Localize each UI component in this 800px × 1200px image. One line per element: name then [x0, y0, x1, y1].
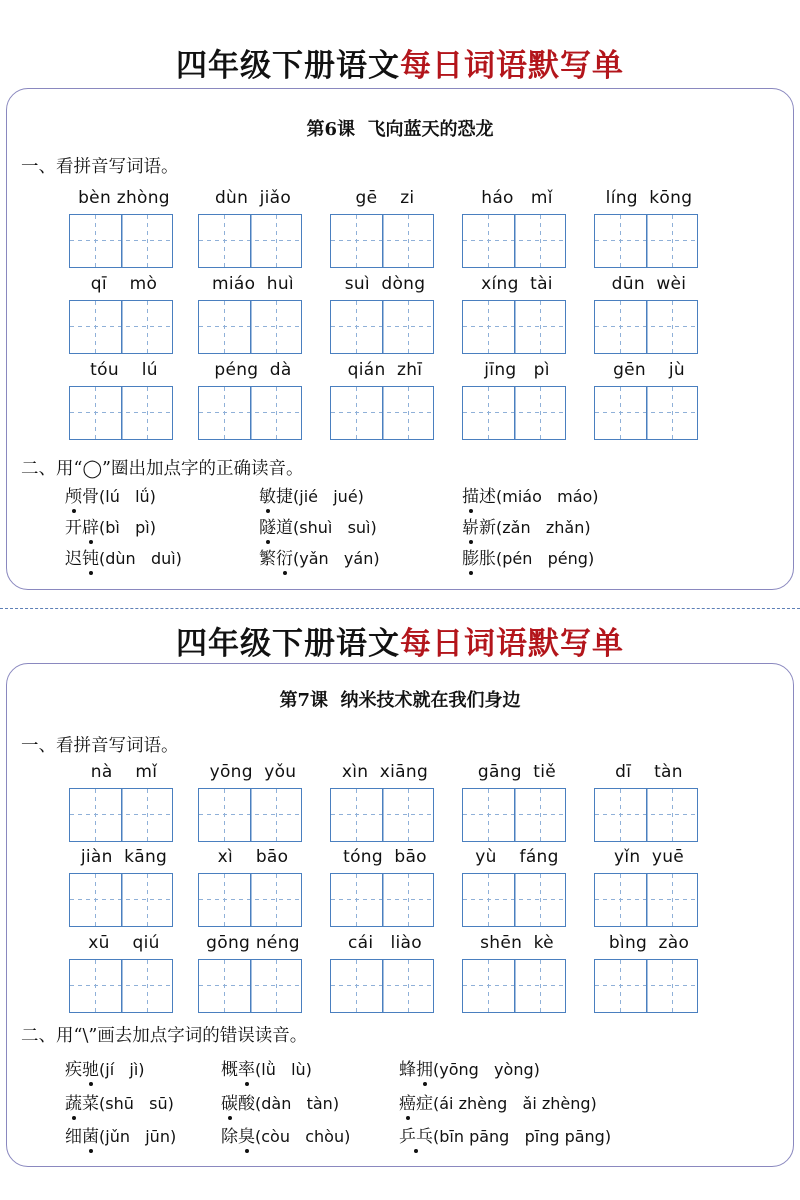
pinyin-cell [330, 187, 440, 269]
pronunciation-options[interactable]: (dùn duì) [99, 549, 182, 568]
lesson-title: 第7课 纳米技术就在我们身边 [279, 690, 521, 711]
pinyin-prompt: jīng pì [484, 360, 550, 380]
pronunciation-options[interactable]: (jié jué) [293, 487, 364, 506]
writing-grid[interactable] [594, 788, 698, 842]
cut-line-divider [0, 608, 800, 609]
pinyin-prompt: dùn jiǎo [214, 188, 292, 208]
pinyin-cell [69, 846, 179, 928]
pinyin-cell [330, 846, 440, 928]
writing-grid[interactable] [69, 788, 173, 842]
writing-grid[interactable] [462, 959, 566, 1013]
writing-grid[interactable] [594, 300, 698, 354]
writing-grid[interactable] [462, 214, 566, 268]
writing-grid[interactable] [69, 873, 173, 927]
dotted-character: 蔬 [65, 1094, 82, 1114]
pronunciation-item: 隧道(shuì suì) [259, 518, 377, 538]
dotted-character: 颅 [65, 487, 82, 507]
pronunciation-options[interactable]: (ái zhèng ǎi zhèng) [433, 1094, 597, 1113]
writing-grid[interactable] [330, 959, 434, 1013]
pinyin-cell [594, 846, 704, 928]
title-plain: 四年级下册语文 [176, 626, 400, 662]
pinyin-prompt: suì dòng [344, 274, 426, 294]
dotted-character: 描 [462, 487, 479, 507]
dotted-character: 衍 [276, 549, 293, 569]
pinyin-cell [330, 761, 440, 843]
dotted-character: 敏 [259, 487, 276, 507]
pronunciation-options[interactable]: (jí jì) [99, 1060, 145, 1079]
pinyin-cell [462, 273, 572, 355]
pronunciation-options[interactable]: (miáo máo) [496, 487, 599, 506]
pinyin-cell [198, 359, 308, 441]
pinyin-prompt: xì bāo [217, 847, 289, 867]
dotted-character: 膨 [462, 549, 479, 569]
writing-grid[interactable] [69, 959, 173, 1013]
pronunciation-item: 颅骨(lú lǘ) [65, 487, 156, 507]
writing-grid[interactable] [462, 788, 566, 842]
pinyin-cell [462, 187, 572, 269]
writing-grid[interactable] [594, 959, 698, 1013]
pinyin-cell [594, 273, 704, 355]
pinyin-prompt: gōng néng [206, 933, 300, 953]
pinyin-prompt: qián zhī [347, 360, 423, 380]
pinyin-prompt: xìn xiāng [341, 762, 429, 782]
writing-grid[interactable] [198, 788, 302, 842]
pronunciation-item: 碳酸(dàn tàn) [221, 1094, 340, 1114]
pronunciation-item: 概率(lǜ lù) [221, 1060, 312, 1080]
writing-grid[interactable] [198, 386, 302, 440]
pinyin-prompt: tóng bāo [343, 847, 427, 867]
dotted-character: 辟 [82, 518, 99, 538]
pinyin-cell [330, 273, 440, 355]
title-accent: 每日词语默写单 [400, 48, 624, 84]
pronunciation-options[interactable]: (lǜ lù) [255, 1060, 312, 1079]
pinyin-cell [198, 273, 308, 355]
pinyin-prompt: bèn zhòng [78, 188, 170, 208]
pinyin-cell [69, 187, 179, 269]
pinyin-prompt: cái liào [348, 933, 422, 953]
dotted-character: 菌 [82, 1127, 99, 1147]
writing-grid[interactable] [198, 873, 302, 927]
pronunciation-item: 膨胀(pén péng) [462, 549, 595, 569]
pinyin-prompt: gē zi [355, 188, 415, 208]
pinyin-cell [69, 932, 179, 1014]
pinyin-cell [462, 359, 572, 441]
pinyin-prompt: líng kōng [605, 188, 693, 208]
writing-grid[interactable] [330, 386, 434, 440]
page-title [0, 40, 800, 85]
section-2-heading: 二、用“\”画去加点字词的错误读音。 [21, 1026, 308, 1046]
writing-grid[interactable] [69, 386, 173, 440]
pronunciation-item: 崭新(zǎn zhǎn) [462, 518, 591, 538]
writing-grid[interactable] [198, 214, 302, 268]
writing-grid[interactable] [198, 959, 302, 1013]
dotted-character: 臭 [238, 1127, 255, 1147]
pinyin-cell [69, 273, 179, 355]
pronunciation-options[interactable]: (shuì suì) [293, 518, 377, 537]
title-accent: 每日词语默写单 [400, 626, 624, 662]
pronunciation-item: 繁衍(yǎn yán) [259, 549, 380, 569]
writing-grid[interactable] [462, 386, 566, 440]
pinyin-prompt: yōng yǒu [209, 762, 297, 782]
title-plain: 四年级下册语文 [176, 48, 400, 84]
lesson-title: 第6课 飞向蓝天的恐龙 [306, 119, 494, 140]
page-title [0, 618, 800, 663]
writing-grid[interactable] [594, 873, 698, 927]
pinyin-prompt: miáo huì [212, 274, 294, 294]
pronunciation-item: 迟钝(dùn duì) [65, 549, 182, 569]
pronunciation-options[interactable]: (jǔn jūn) [99, 1127, 177, 1146]
dotted-character: 驰 [82, 1060, 99, 1080]
writing-grid[interactable] [594, 214, 698, 268]
dotted-character: 癌 [399, 1094, 416, 1114]
pinyin-cell [594, 359, 704, 441]
dotted-character: 拥 [416, 1060, 433, 1080]
pinyin-prompt: dī tàn [615, 762, 683, 782]
pronunciation-options[interactable]: (dàn tàn) [255, 1094, 340, 1113]
writing-grid[interactable] [69, 214, 173, 268]
pinyin-prompt: qī mò [90, 274, 158, 294]
pronunciation-options[interactable]: (bīn pāng pīng pāng) [433, 1127, 612, 1146]
pinyin-prompt: nà mǐ [90, 762, 158, 782]
writing-grid[interactable] [462, 300, 566, 354]
pinyin-cell [594, 932, 704, 1014]
pinyin-prompt: shēn kè [480, 933, 554, 953]
pinyin-cell [198, 187, 308, 269]
pinyin-prompt: xíng tài [481, 274, 553, 294]
worksheet-frame [6, 663, 794, 1167]
pinyin-prompt: dūn wèi [611, 274, 687, 294]
pronunciation-options[interactable]: (lú lǘ) [99, 487, 156, 506]
pinyin-cell [594, 187, 704, 269]
pinyin-prompt: yù fáng [475, 847, 559, 867]
pinyin-prompt: gāng tiě [477, 762, 557, 782]
section-1-heading: 一、看拼音写词语。 [21, 736, 179, 756]
pinyin-cell [462, 846, 572, 928]
pinyin-cell [462, 761, 572, 843]
worksheet-frame [6, 88, 794, 590]
section-2-heading: 二、用“◯”圈出加点字的正确读音。 [21, 459, 304, 479]
pinyin-cell [198, 846, 308, 928]
pronunciation-options[interactable]: (zǎn zhǎn) [496, 518, 591, 537]
pronunciation-item: 蜂拥(yōng yòng) [399, 1060, 540, 1080]
pinyin-cell [594, 761, 704, 843]
pinyin-prompt: bìng zào [608, 933, 690, 953]
pinyin-prompt: péng dà [214, 360, 292, 380]
pinyin-cell [69, 761, 179, 843]
pinyin-cell [462, 932, 572, 1014]
dotted-character: 率 [238, 1060, 255, 1080]
pinyin-cell [198, 932, 308, 1014]
writing-grid[interactable] [462, 873, 566, 927]
pinyin-prompt: xū qiú [88, 933, 160, 953]
pronunciation-options[interactable]: (yǎn yán) [293, 549, 380, 568]
pronunciation-item: 疾驰(jí jì) [65, 1060, 145, 1080]
pinyin-cell [69, 359, 179, 441]
pinyin-prompt: jiàn kāng [80, 847, 168, 867]
dotted-character: 乒乓 [399, 1127, 433, 1147]
writing-grid[interactable] [330, 214, 434, 268]
pronunciation-options[interactable]: (pén péng) [496, 549, 595, 568]
pinyin-cell [330, 932, 440, 1014]
pronunciation-item: 敏捷(jié jué) [259, 487, 364, 507]
pinyin-prompt: yǐn yuē [613, 847, 685, 867]
writing-grid[interactable] [594, 386, 698, 440]
pinyin-cell [330, 359, 440, 441]
pronunciation-item: 细菌(jǔn jūn) [65, 1127, 177, 1147]
section-1-heading: 一、看拼音写词语。 [21, 157, 179, 177]
writing-grid[interactable] [330, 788, 434, 842]
writing-grid[interactable] [330, 300, 434, 354]
pinyin-prompt: gēn jù [613, 360, 685, 380]
dotted-character: 碳 [221, 1094, 238, 1114]
dotted-character: 崭 [462, 518, 479, 538]
writing-grid[interactable] [330, 873, 434, 927]
pronunciation-options[interactable]: (bì pì) [99, 518, 156, 537]
pronunciation-options[interactable]: (còu chòu) [255, 1127, 351, 1146]
pronunciation-item: 蔬菜(shū sū) [65, 1094, 174, 1114]
pronunciation-item: 癌症(ái zhèng ǎi zhèng) [399, 1094, 597, 1114]
pronunciation-item: 开辟(bì pì) [65, 518, 156, 538]
pinyin-cell [198, 761, 308, 843]
pronunciation-options[interactable]: (shū sū) [99, 1094, 174, 1113]
pronunciation-options[interactable]: (yōng yòng) [433, 1060, 540, 1079]
dotted-character: 钝 [82, 549, 99, 569]
pronunciation-item [399, 1125, 611, 1149]
writing-grid[interactable] [198, 300, 302, 354]
pinyin-prompt: háo mǐ [481, 188, 553, 208]
dotted-character: 隧 [259, 518, 276, 538]
pinyin-prompt: tóu lú [90, 360, 158, 380]
writing-grid[interactable] [69, 300, 173, 354]
pronunciation-item: 描述(miáo máo) [462, 487, 599, 507]
pronunciation-item: 除臭(còu chòu) [221, 1127, 351, 1147]
